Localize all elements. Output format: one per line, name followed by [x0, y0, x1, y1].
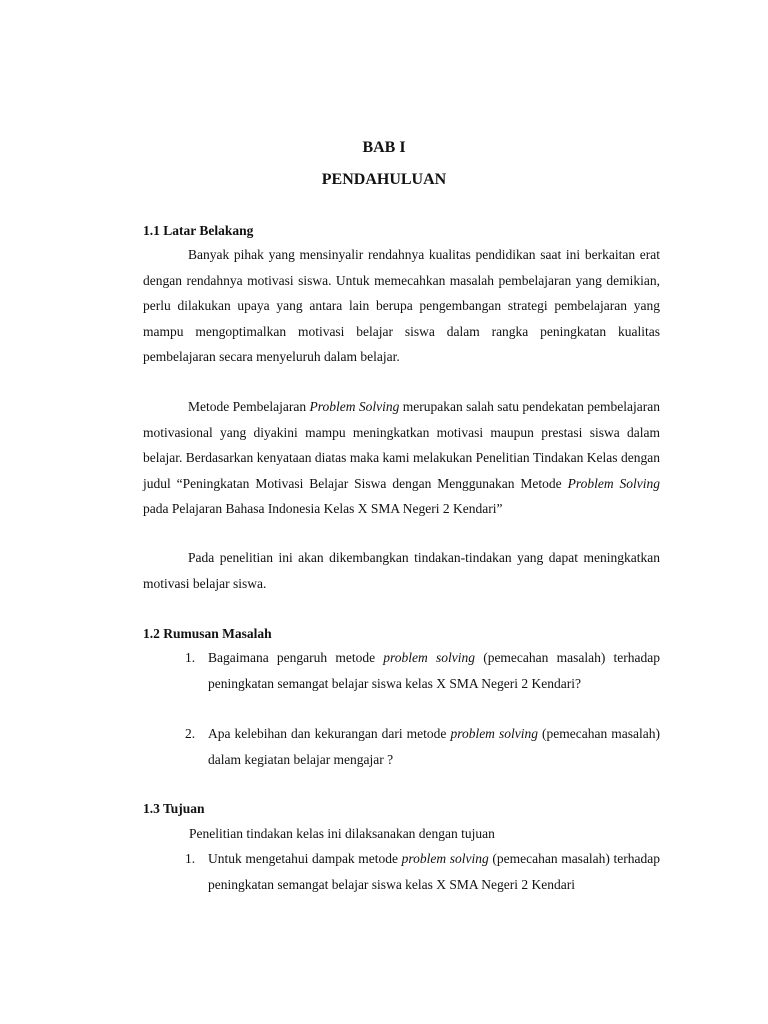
chapter-number: BAB I: [362, 139, 406, 156]
paragraph-latar-belakang-3: Pada penelitian ini akan dikembangkan tindakan-tindakan yang dapat meningkatkan motivasi belajar siswa.: [143, 550, 660, 591]
emphasis-problem-solving: problem solving: [450, 726, 538, 741]
paragraph-latar-belakang-1: Banyak pihak yang mensinyalir rendahnya kualitas pendidikan saat ini berkaitan erat dengan rendahnya motivasi siswa. Untuk memecahkan masalah pembelajaran yang demikian, perlu dilakukan upaya yang antara lain berupa pengembangan strategi pembelajaran yang mampu mengoptimalkan motivasi belajar siswa dalam rangka peningkatan kualitas pembelajaran secara menyeluruh dalam belajar.: [143, 247, 660, 364]
list-item: 1. Untuk mengetahui dampak metode problem solving (pemecahan masalah) terhadap peningkatan semangat belajar siswa kelas X SMA Negeri 2 Kendari: [185, 846, 660, 897]
emphasis-problem-solving: problem solving: [401, 851, 489, 866]
tujuan-intro: Penelitian tindakan kelas ini dilaksanakan dengan tujuan: [189, 826, 495, 841]
emphasis-problem-solving: Problem Solving: [309, 399, 400, 414]
chapter-title: PENDAHULUAN: [321, 171, 447, 188]
paragraph-latar-belakang-2: Metode Pembelajaran Problem Solving merupakan salah satu pendekatan pembelajaran motivasional yang diyakini mampu meningkatkan motivasi maupun prestasi siswa dalam belajar. Berdasarkan kenyataan diatas maka kami melakukan Penelitian Tindakan Kelas dengan judul “Peningkatan Motivasi Belajar Siswa dengan Menggunakan Metode Problem Solving pada Pelajaran Bahasa Indonesia Kelas X SMA Negeri 2 Kendari”: [143, 399, 661, 516]
list-item-number: 1.: [185, 851, 196, 866]
emphasis-problem-solving: Problem Solving: [567, 475, 661, 491]
list-item: 1. Bagaimana pengaruh metode problem solving (pemecahan masalah) terhadap peningkatan semangat belajar siswa kelas X SMA Negeri 2 Kendari?: [185, 645, 660, 696]
list-item-number: 2.: [185, 726, 196, 741]
emphasis-problem-solving: problem solving: [383, 650, 475, 665]
section-heading-latar-belakang: 1.1 Latar Belakang: [143, 223, 254, 238]
section-heading-tujuan: 1.3 Tujuan: [143, 801, 205, 816]
list-item-number: 1.: [185, 650, 196, 665]
list-item: 2. Apa kelebihan dan kekurangan dari metode problem solving (pemecahan masalah) dalam kegiatan belajar mengajar ?: [185, 721, 660, 772]
section-heading-rumusan-masalah: 1.2 Rumusan Masalah: [143, 626, 272, 641]
